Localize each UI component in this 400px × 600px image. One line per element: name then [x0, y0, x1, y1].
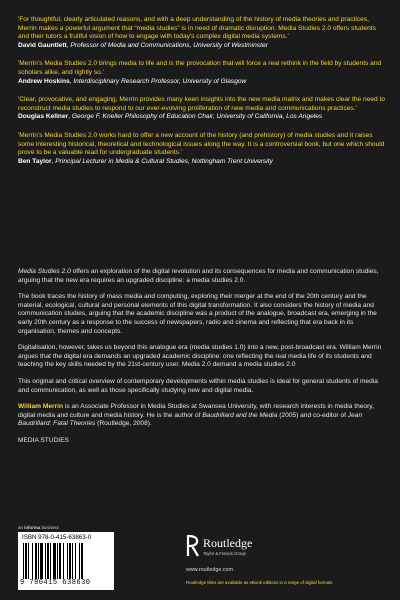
description-paragraph: Digitalisation, however, takes us beyond this analogue era (media studies 1.0) into a new, post-broadcast era. William Merrin argues that the digital era demands an upgraded academic discipline: one reflecting the real media life of its students and teaching the key skills needed by the 21st-century user. Media 2.0 demand a media studies 2.0: [18, 344, 382, 369]
publisher-logo: [186, 532, 278, 564]
routledge-logo-icon: [186, 534, 200, 558]
cover-footer: [0, 522, 400, 600]
informa-wordmark: informa: [24, 525, 41, 530]
barcode-bar: [79, 543, 80, 579]
bio-text: (2005) and co-editor of: [277, 411, 348, 419]
barcode-bar: [45, 543, 46, 579]
quote-text: 'Clear, provocative, and engaging, Merrin provides many keen insights into the new media matrix and makes clear the need to reconstruct media studies to respond to our ever-evolving proliferation of new media and communications practices.': [18, 96, 386, 112]
publisher-group: Taylor & Francis Group: [203, 551, 246, 556]
barcode-bar: [25, 543, 27, 579]
description-intro-text: offers an exploration of the digital revolution and its consequences for media and communication studies, arguing that the new era requires an upgraded discipline: a media studies 2.0.: [18, 268, 379, 284]
quote-author: Douglas Kellner, George F. Kneller Philosophy of Education Chair, University of California, Los Angeles: [18, 113, 323, 121]
description-paragraph: The book traces the history of mass media and computing, exploring their merger at the end of the 20th century and the material, ecological, cultural and personal elements of this digital transformation. It also considers the history of media and communication studies, arguing that the academic discipline was a product of the analogue, broadcast era, emerging in the early 20th century as a response to the success of newspapers, radio and cinema and reflecting that era back in its organisation, themes and concepts.: [18, 293, 377, 335]
barcode-bar: [63, 543, 64, 579]
bio-text: is an Associate Professor in Media Studies at Swansea University, with research interests in media theory, digital media and culture and media history. He is the author of: [18, 403, 374, 419]
barcode-bar: [59, 543, 61, 579]
publisher-website: www.routledge.com: [186, 567, 234, 573]
informa-prefix: an: [18, 525, 25, 530]
quote-author: Ben Taylor, Principal Lecturer in Media & Cultural Studies, Nottingham Trent University: [18, 157, 273, 165]
publisher-name: Routledge: [203, 536, 253, 550]
description-paragraph: This original and critical overview of contemporary developments within media studies is ideal for general students of media and communication, as well as those specifically studying new and digital media.: [18, 377, 378, 394]
barcode-bar: [40, 543, 43, 579]
quote-author-name: Douglas Kellner: [18, 113, 69, 121]
informa-business-line: [18, 525, 59, 530]
barcode-bar: [81, 543, 83, 579]
barcode-bar: [23, 543, 24, 579]
quote-author-name: David Gauntlett: [18, 41, 67, 49]
bio-text: (Routledge, 2008).: [95, 420, 152, 428]
barcode-bar: [50, 543, 51, 579]
ebook-note: Routledge titles are available as eBook editions in a range of digital formats: [186, 580, 333, 585]
quote-text: 'For thoughtful, clearly articulated reasons, and with a deep understanding of the history of media theories and practices, Merrin makes a powerful argument that “media studies” is in need of dramatic disruption. Media Studies 2.0 offers students and their tutors a fruitful vision of how to engage with today's complex digital media systems.': [18, 16, 376, 41]
quote-author-name: Andrew Hoskins: [18, 77, 70, 85]
quote-author-affiliation: Principal Lecturer in Media & Cultural Studies, Nottingham Trent University: [55, 157, 273, 165]
book-description: [18, 268, 386, 444]
barcode-bar: [53, 543, 56, 579]
endorsement-quote: [18, 60, 386, 86]
endorsement-quote: [18, 96, 386, 122]
quote-text: 'Merrin's Media Studies 2.0 works hard to offer a new account of the history (and prehistory) of media studies and it raises some interesting historical, theoretical and technological issues along the way. It is a controversial book, but one which should prove to be a valuable read for undergraduate students.': [18, 131, 385, 157]
barcode-bar: [72, 543, 73, 579]
isbn-label: ISBN 978-0-415-63863-0: [22, 534, 92, 541]
book-title-italic: Media Studies 2.0: [18, 268, 71, 275]
bio-book-title: Jean Baudrillard: Fatal Theories: [18, 411, 363, 428]
barcode-number: 9 780415 638630: [20, 579, 91, 587]
author-bio: [18, 403, 386, 429]
barcode-bar: [75, 543, 76, 579]
description-intro: [18, 268, 386, 285]
bio-book-title: Baudrillard and the Media: [202, 411, 278, 419]
informa-suffix: business: [40, 525, 59, 530]
barcode-bar: [38, 543, 39, 579]
barcode-icon: [22, 543, 110, 579]
quote-author: Andrew Hoskins, Interdisciplinary Research Professor, University of Glasgow: [18, 77, 247, 85]
quote-author-affiliation: Interdisciplinary Research Professor, University of Glasgow: [73, 77, 247, 85]
endorsements: [18, 16, 386, 176]
quote-author: David Gauntlett, Professor of Media and Communications, University of Westminster: [18, 41, 268, 49]
barcode-bar: [32, 543, 33, 579]
barcode-bar: [57, 543, 58, 579]
endorsement-quote: [18, 132, 386, 166]
subject-category: MEDIA STUDIES: [18, 436, 69, 444]
quote-text: 'Merrin's Media Studies 2.0 brings media to life and is the provocation that will force a real rethink in the field by students and scholars alike, and rightly so.': [18, 60, 382, 76]
endorsement-quote: [18, 16, 386, 50]
barcode-bar: [35, 543, 37, 579]
quote-author-name: Ben Taylor: [18, 157, 52, 165]
author-name: William Merrin: [18, 403, 64, 411]
barcode-bar: [67, 543, 68, 579]
barcode-bar: [47, 543, 49, 579]
quote-author-affiliation: George F. Kneller Philosophy of Education Chair, University of California, Los Angeles: [71, 113, 323, 121]
barcode-bar: [69, 543, 71, 579]
quote-author-affiliation: Professor of Media and Communications, University of Westminster: [70, 41, 268, 49]
isbn-barcode: [18, 532, 114, 590]
barcode-bar: [28, 543, 29, 579]
